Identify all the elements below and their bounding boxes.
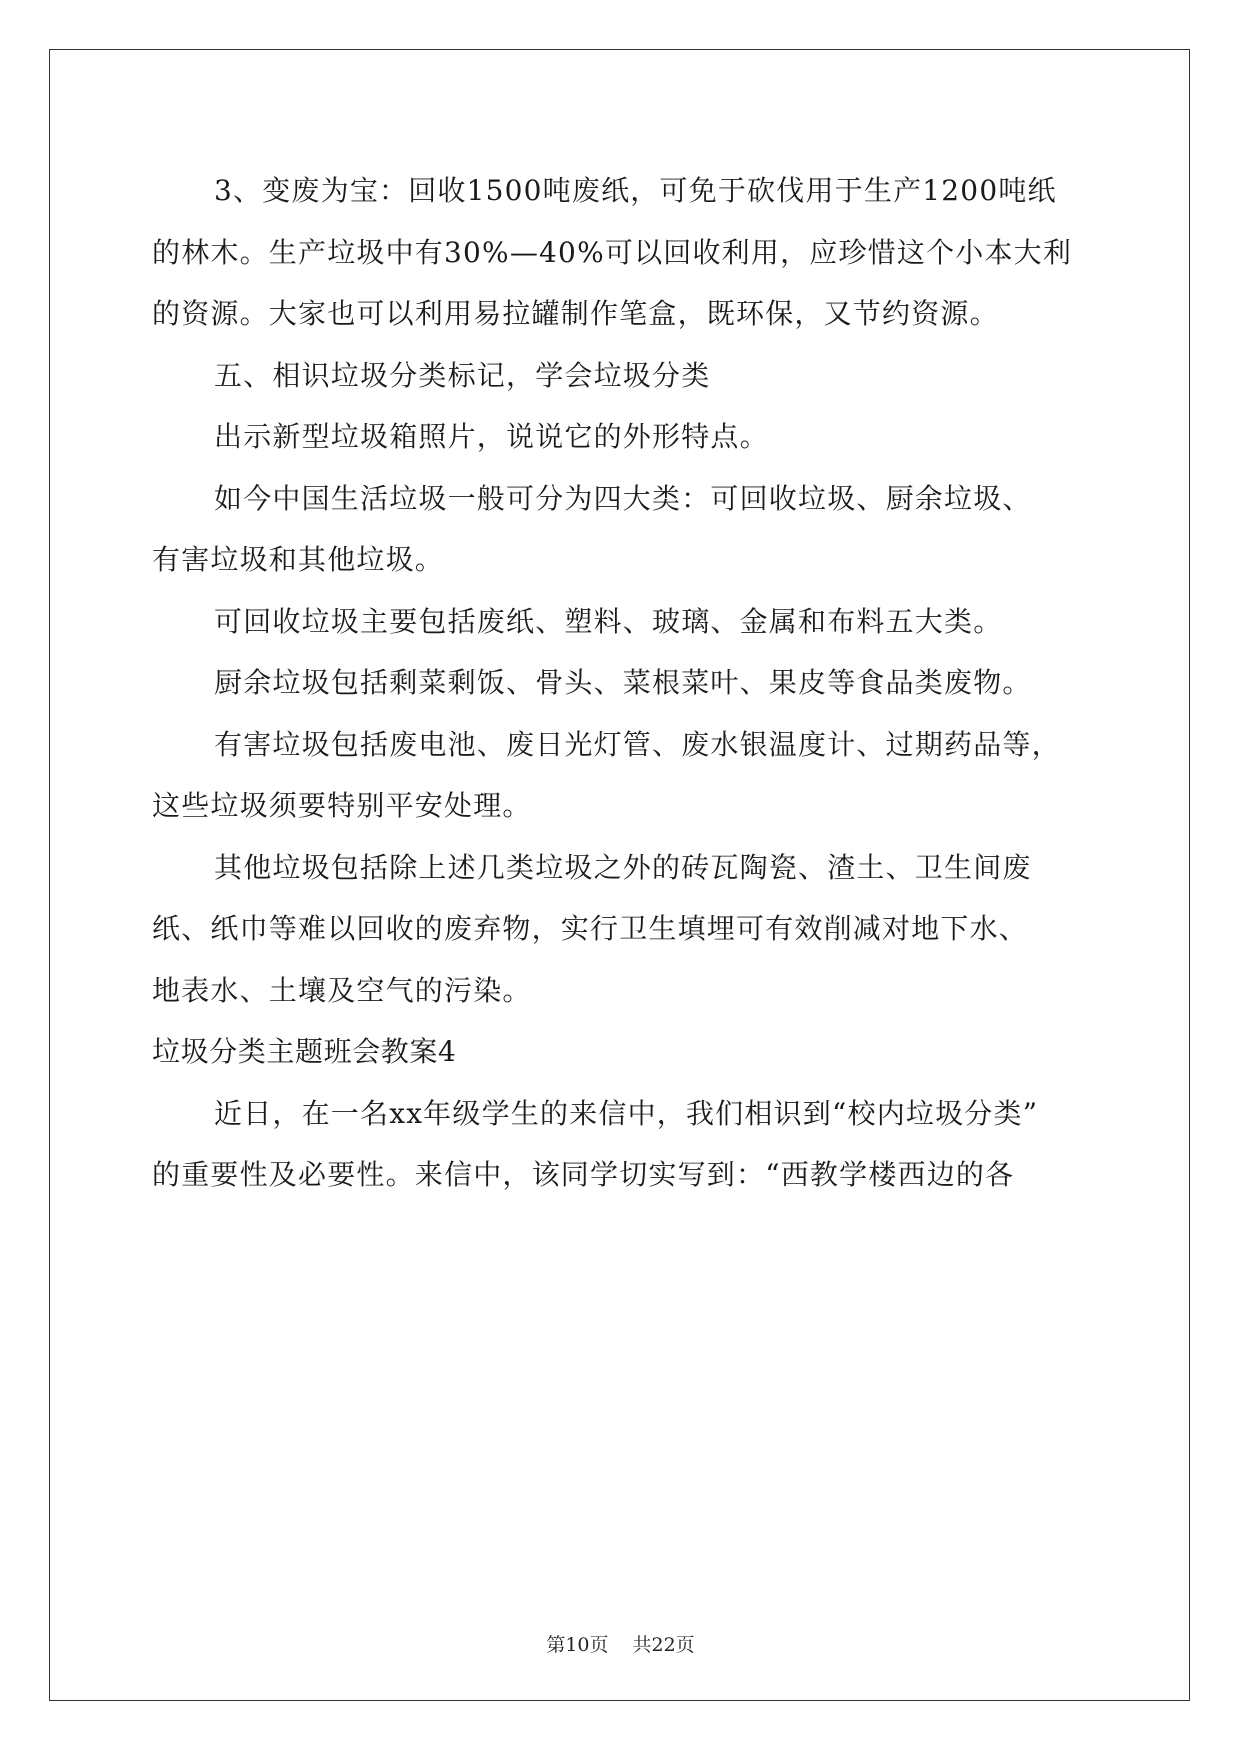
- paragraph-line: 有害垃圾和其他垃圾。: [152, 543, 445, 576]
- section-heading: 五、相识垃圾分类标记，学会垃圾分类: [214, 358, 711, 392]
- page-total: 共22页: [632, 1634, 695, 1656]
- paragraph-line: 可回收垃圾主要包括废纸、塑料、玻璃、金属和布料五大类。: [214, 604, 1003, 638]
- paragraph-line: 3、变废为宝：回收1500吨废纸，可免于砍伐用于生产1200吨纸: [214, 174, 1057, 207]
- paragraph-line: 其他垃圾包括除上述几类垃圾之外的砖瓦陶瓷、渣土、卫生间废: [214, 850, 1032, 884]
- page-footer: [0, 1630, 1241, 1657]
- paragraph-line: 如今中国生活垃圾一般可分为四大类：可回收垃圾、厨余垃圾、: [214, 481, 1032, 515]
- paragraph-line: 出示新型垃圾箱照片，说说它的外形特点。: [214, 420, 769, 453]
- document-body: [152, 160, 1092, 1206]
- document-title: 垃圾分类主题班会教案4: [152, 1035, 457, 1068]
- paragraph-line: 近日，在一名xx年级学生的来信中，我们相识到“校内垃圾分类”: [214, 1096, 1039, 1130]
- paragraph-line: 地表水、土壤及空气的污染。: [152, 973, 532, 1007]
- paragraph-line: 的资源。大家也可以利用易拉罐制作笔盒，既环保，又节约资源。: [152, 297, 999, 330]
- paragraph-line: 纸、纸巾等难以回收的废弃物，实行卫生填埋可有效削减对地下水、: [152, 912, 1029, 945]
- paragraph-line: 厨余垃圾包括剩菜剩饭、骨头、菜根菜叶、果皮等食品类废物。: [214, 666, 1032, 699]
- paragraph-line: 这些垃圾须要特别平安处理。: [152, 789, 532, 822]
- paragraph-line: 的林木。生产垃圾中有30%—40%可以回收利用，应珍惜这个小本大利: [152, 235, 1073, 269]
- paragraph-line: 有害垃圾包括废电池、废日光灯管、废水银温度计、过期药品等，: [214, 727, 1061, 761]
- paragraph-line: 的重要性及必要性。来信中，该同学切实写到：“西教学楼西边的各: [152, 1158, 1015, 1191]
- page-number: 第10页: [546, 1634, 609, 1656]
